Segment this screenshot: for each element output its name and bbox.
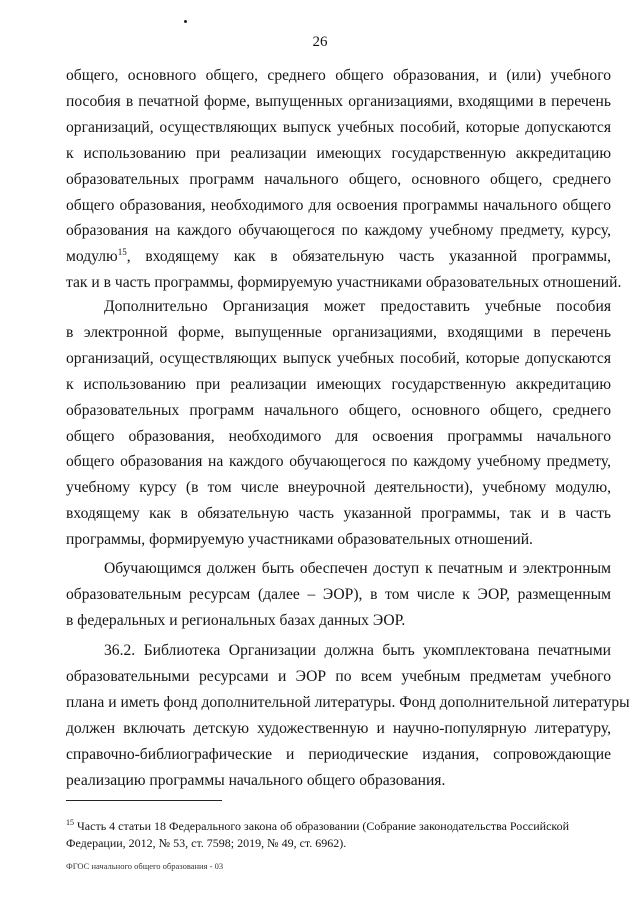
paragraph-2-line: входящему как в обязательную часть указанной программы, так и в часть bbox=[66, 505, 611, 522]
paragraph-2-line: образовательных программ начального общего, основного общего, среднего bbox=[66, 402, 611, 419]
paragraph-4-line: плана и иметь фонд дополнительной литературы. Фонд дополнительной литературы bbox=[66, 694, 630, 711]
footnote-line-1 bbox=[66, 818, 610, 834]
paragraph-1-line: образования на каждого обучающегося по каждому учебному предмету, курсу, bbox=[66, 222, 611, 239]
paragraph-1-line: общего, основного общего, среднего общего образования, и (или) учебного bbox=[66, 67, 611, 84]
footnote-reference[interactable]: 15 bbox=[117, 246, 127, 257]
paragraph-2-line: организаций, осуществляющих выпуск учебных пособий, которые допускаются bbox=[66, 350, 611, 367]
paragraph-1-line: так и в часть программы, формируемую участниками образовательных отношений. bbox=[66, 274, 622, 291]
paragraph-4-line: справочно-библиографические и периодические издания, сопровождающие bbox=[66, 746, 611, 763]
footnote-text-1: Часть 4 статьи 18 Федерального закона об образовании (Собрание законодательства Российской bbox=[74, 819, 570, 833]
footnote-marker: 15 bbox=[66, 818, 74, 827]
paragraph-1-line: образовательных программ начального общего, основного общего, среднего bbox=[66, 171, 611, 188]
paragraph-1-line: пособия в печатной форме, выпущенных организациями, входящими в перечень bbox=[66, 93, 611, 110]
footnote-line-2: Федерации, 2012, № 53, ст. 7598; 2019, № 49, ст. 6962). bbox=[66, 836, 347, 850]
line-remainder: , входящему как в обязательную часть указанной программы, bbox=[126, 248, 611, 265]
paragraph-4-line: 36.2. Библиотека Организации должна быть укомплектована печатными bbox=[104, 642, 611, 659]
paragraph-3-line: Обучающимся должен быть обеспечен доступ к печатным и электронным bbox=[104, 560, 611, 577]
page-number: 26 bbox=[312, 34, 328, 50]
document-id: ФГОС начального общего образования - 03 bbox=[66, 861, 224, 871]
scan-speck bbox=[184, 20, 187, 23]
paragraph-3-line: образовательным ресурсам (далее – ЭОР), в том числе к ЭОР, размещенным bbox=[66, 586, 611, 603]
paragraph-2-line: учебному курсу (в том числе внеурочной деятельности), учебному модулю, bbox=[66, 479, 611, 496]
paragraph-2-line: общего образования на каждого обучающегося по каждому учебному предмету, bbox=[66, 453, 611, 470]
word-with-footnote: модулю bbox=[66, 248, 118, 265]
paragraph-2-line: в электронной форме, выпущенные организациями, входящими в перечень bbox=[66, 324, 611, 341]
paragraph-2-line: общего образования, необходимого для освоения программы начального bbox=[66, 428, 611, 445]
paragraph-4-line: образовательными ресурсами и ЭОР по всем учебным предметам учебного bbox=[66, 668, 611, 685]
paragraph-1-line: к использованию при реализации имеющих государственную аккредитацию bbox=[66, 145, 611, 162]
paragraph-1-line: общего образования, необходимого для освоения программы начального общего bbox=[66, 197, 611, 214]
paragraph-2-line: программы, формируемую участниками образовательных отношений. bbox=[66, 531, 533, 548]
paragraph-4-line: реализацию программы начального общего образования. bbox=[66, 772, 446, 789]
paragraph-2-line: к использованию при реализации имеющих государственную аккредитацию bbox=[66, 376, 611, 393]
paragraph-1-line: организаций, осуществляющих выпуск учебных пособий, которые допускаются bbox=[66, 119, 611, 136]
footnote-separator bbox=[66, 800, 222, 801]
paragraph-1-line bbox=[66, 247, 611, 267]
paragraph-2-line: Дополнительно Организация может предоставить учебные пособия bbox=[104, 298, 611, 315]
paragraph-4-line: должен включать детскую художественную и научно-популярную литературу, bbox=[66, 720, 611, 737]
paragraph-3-line: в федеральных и региональных базах данных ЭОР. bbox=[66, 612, 406, 629]
